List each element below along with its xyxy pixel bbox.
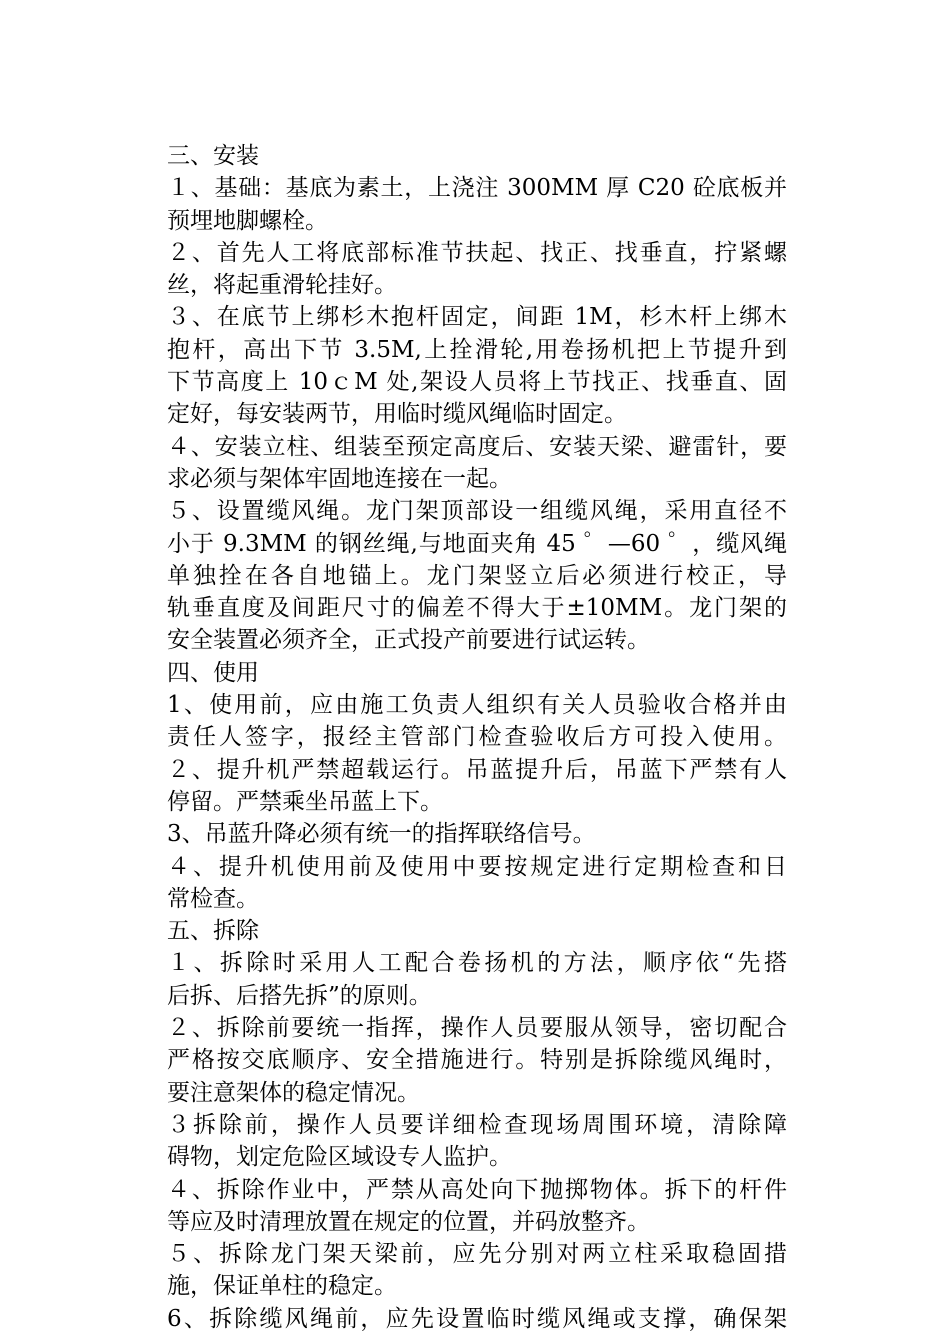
text-line: 常检查。	[167, 885, 259, 912]
text-line: 6、拆除缆风绳前，应先设置临时缆风绳或支撑，确保架	[167, 1305, 787, 1332]
text-line: 五、拆除	[167, 918, 259, 945]
text-line: 求必须与架体牢固地连接在一起。	[167, 465, 512, 492]
text-line: ２、首先人工将底部标准节扶起、找正、找垂直，拧紧螺	[167, 239, 787, 266]
text-line: 碍物，划定危险区域设专人监护。	[167, 1144, 512, 1171]
text-line: ４、提升机使用前及使用中要按规定进行定期检查和日	[167, 853, 787, 880]
text-line: ２、拆除前要统一指挥，操作人员要服从领导，密切配合	[167, 1015, 787, 1042]
text-line: ５、拆除龙门架天梁前，应先分别对两立柱采取稳固措	[167, 1241, 787, 1268]
text-line: １、拆除时采用人工配合卷扬机的方法，顺序依“先搭	[167, 950, 787, 977]
text-line: 四、使用	[167, 659, 259, 686]
text-line: ５、设置缆风绳。龙门架顶部设一组缆风绳，采用直径不	[167, 498, 787, 525]
text-line: 安全装置必须齐全，正式投产前要进行试运转。	[167, 627, 650, 654]
text-line: 停留。严禁乘坐吊蓝上下。	[167, 788, 443, 815]
text-line: 小于 9.3MM 的钢丝绳,与地面夹角 45 ゜—60 ゜，缆风绳	[167, 530, 787, 557]
text-line: 定好，每安装两节，用临时缆风绳临时固定。	[167, 401, 627, 428]
text-line: 等应及时清理放置在规定的位置，并码放整齐。	[167, 1208, 650, 1235]
text-line: ３、在底节上绑杉木抱杆固定，间距 1M，杉木杆上绑木	[167, 304, 787, 331]
text-line: ４、安装立柱、组装至预定高度后、安装天梁、避雷针，要	[167, 433, 787, 460]
text-line: 要注意架体的稳定情况。	[167, 1079, 420, 1106]
text-line: 后拆、后搭先拆”的原则。	[167, 982, 432, 1009]
text-line: 预埋地脚螺栓。	[167, 207, 328, 234]
text-line: １、基础：基底为素土，上浇注 300MM 厚 C20 砼底板并	[167, 175, 787, 202]
text-line: 抱杆，高出下节 3.5M,上拴滑轮,用卷扬机把上节提升到	[167, 336, 787, 363]
text-line: 单独拴在各自地锚上。龙门架竖立后必须进行校正，导	[167, 562, 787, 589]
text-line: 1、使用前，应由施工负责人组织有关人员验收合格并由	[167, 692, 787, 719]
text-line: 丝，将起重滑轮挂好。	[167, 272, 397, 299]
text-line: ２、提升机严禁超载运行。吊蓝提升后，吊蓝下严禁有人	[167, 756, 787, 783]
text-line: 三、安装	[167, 143, 259, 169]
text-line: ３拆除前，操作人员要详细检查现场周围环境，清除障	[167, 1111, 787, 1138]
text-line: 轨垂直度及间距尺寸的偏差不得大于±10MM。龙门架的	[167, 595, 787, 622]
text-line: 3、吊蓝升降必须有统一的指挥联络信号。	[167, 821, 596, 848]
text-line: ４、拆除作业中，严禁从高处向下抛掷物体。拆下的杆件	[167, 1176, 787, 1203]
document-body	[167, 140, 787, 1335]
text-line: 施，保证单柱的稳定。	[167, 1273, 397, 1300]
text-line: 下节高度上 10ｃM 处,架设人员将上节找正、找垂直、固	[167, 369, 787, 396]
text-line: 严格按交底顺序、安全措施进行。特别是拆除缆风绳时，	[167, 1047, 787, 1074]
text-line: 责任人签字，报经主管部门检查验收后方可投入使用。	[167, 724, 787, 751]
